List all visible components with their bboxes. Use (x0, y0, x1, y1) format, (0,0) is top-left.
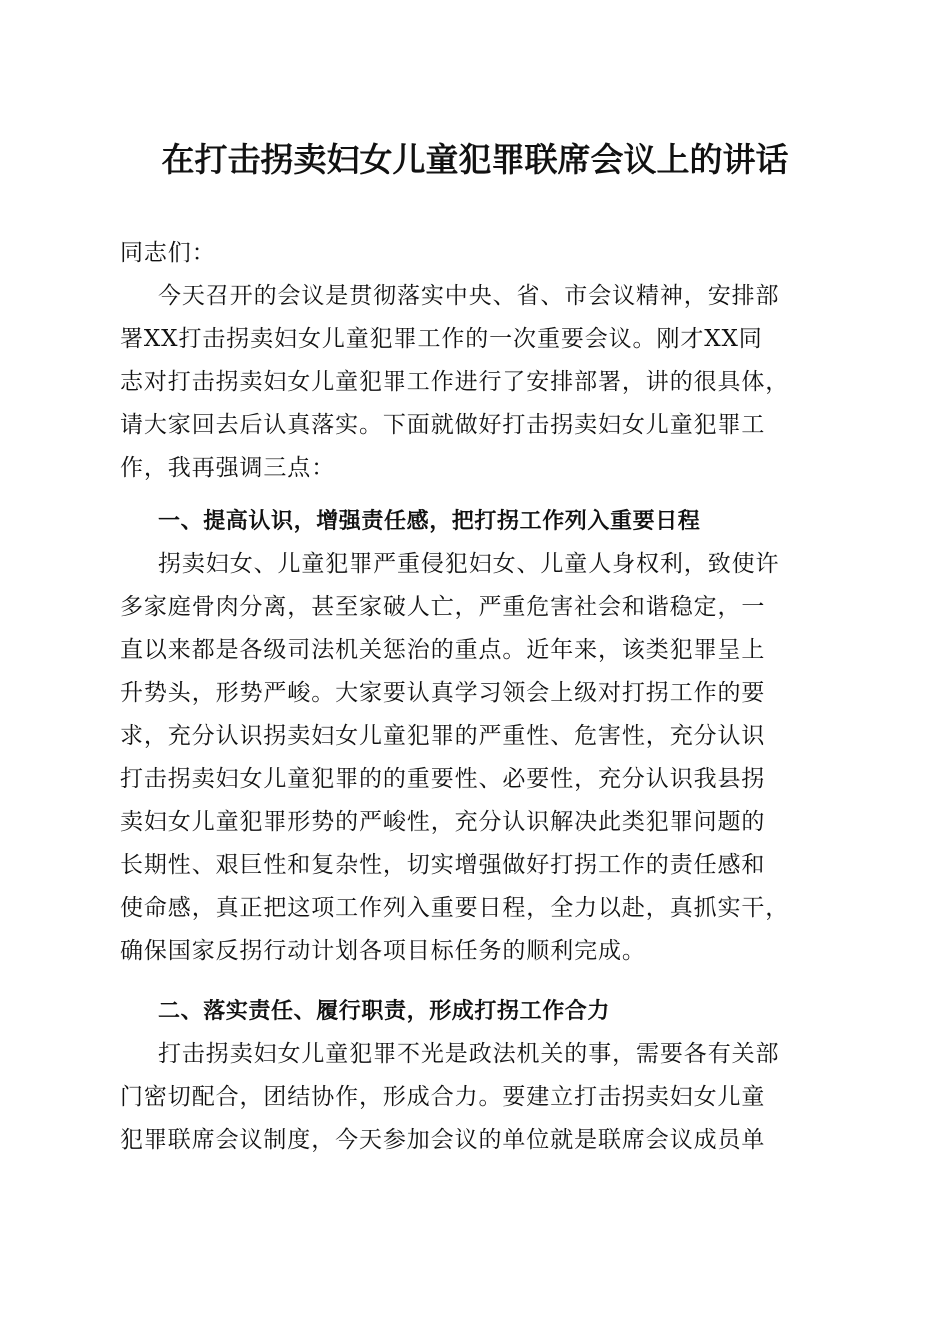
paragraph-line: 署XX打击拐卖妇女儿童犯罪工作的一次重要会议。刚才XX同 (120, 326, 763, 352)
paragraph-line: 打击拐卖妇女儿童犯罪不光是政法机关的事，需要各有关部 (158, 1041, 780, 1067)
paragraph-line: 确保国家反拐行动计划各项目标任务的顺利完成。 (120, 938, 646, 964)
section-heading-text: 一、提高认识，增强责任感，把打拐工作列入重要日程 (158, 509, 701, 534)
paragraph-section-1 (120, 543, 840, 973)
paragraph-line: 犯罪联席会议制度，今天参加会议的单位就是联席会议成员单 (120, 1127, 766, 1153)
paragraph-line: 多家庭骨肉分离，甚至家破人亡，严重危害社会和谐稳定，一 (120, 594, 766, 620)
paragraph-line: 作，我再强调三点： (120, 455, 336, 481)
paragraph-section-2 (120, 1033, 840, 1162)
document-title: 在打击拐卖妇女儿童犯罪联席会议上的讲话 (161, 140, 789, 179)
section-heading-1 (120, 500, 840, 543)
salutation-text: 同志们： (120, 240, 216, 266)
salutation (120, 232, 840, 275)
paragraph-line: 拐卖妇女、儿童犯罪严重侵犯妇女、儿童人身权利，致使许 (158, 551, 780, 577)
paragraph-line: 打击拐卖妇女儿童犯罪的的重要性、必要性，充分认识我县拐 (120, 766, 766, 792)
paragraph-line: 求，充分认识拐卖妇女儿童犯罪的严重性、危害性，充分认识 (120, 723, 766, 749)
paragraph-line: 使命感，真正把这项工作列入重要日程，全力以赴，真抓实干， (120, 895, 790, 921)
paragraph-line: 门密切配合，团结协作，形成合力。要建立打击拐卖妇女儿童 (120, 1084, 766, 1110)
section-heading-2 (120, 990, 840, 1033)
paragraph-opening (120, 275, 840, 490)
paragraph-line: 志对打击拐卖妇女儿童犯罪工作进行了安排部署，讲的很具体， (120, 369, 790, 395)
paragraph-line: 直以来都是各级司法机关惩治的重点。近年来，该类犯罪呈上 (120, 637, 766, 663)
paragraph-line: 卖妇女儿童犯罪形势的严峻性，充分认识解决此类犯罪问题的 (120, 809, 766, 835)
paragraph-line: 长期性、艰巨性和复杂性，切实增强做好打拐工作的责任感和 (120, 852, 766, 878)
paragraph-line: 请大家回去后认真落实。下面就做好打击拐卖妇女儿童犯罪工 (120, 412, 766, 438)
paragraph-line: 今天召开的会议是贯彻落实中央、省、市会议精神，安排部 (158, 283, 780, 309)
paragraph-line: 升势头，形势严峻。大家要认真学习领会上级对打拐工作的要 (120, 680, 766, 706)
section-heading-text: 二、落实责任、履行职责，形成打拐工作合力 (158, 999, 611, 1024)
